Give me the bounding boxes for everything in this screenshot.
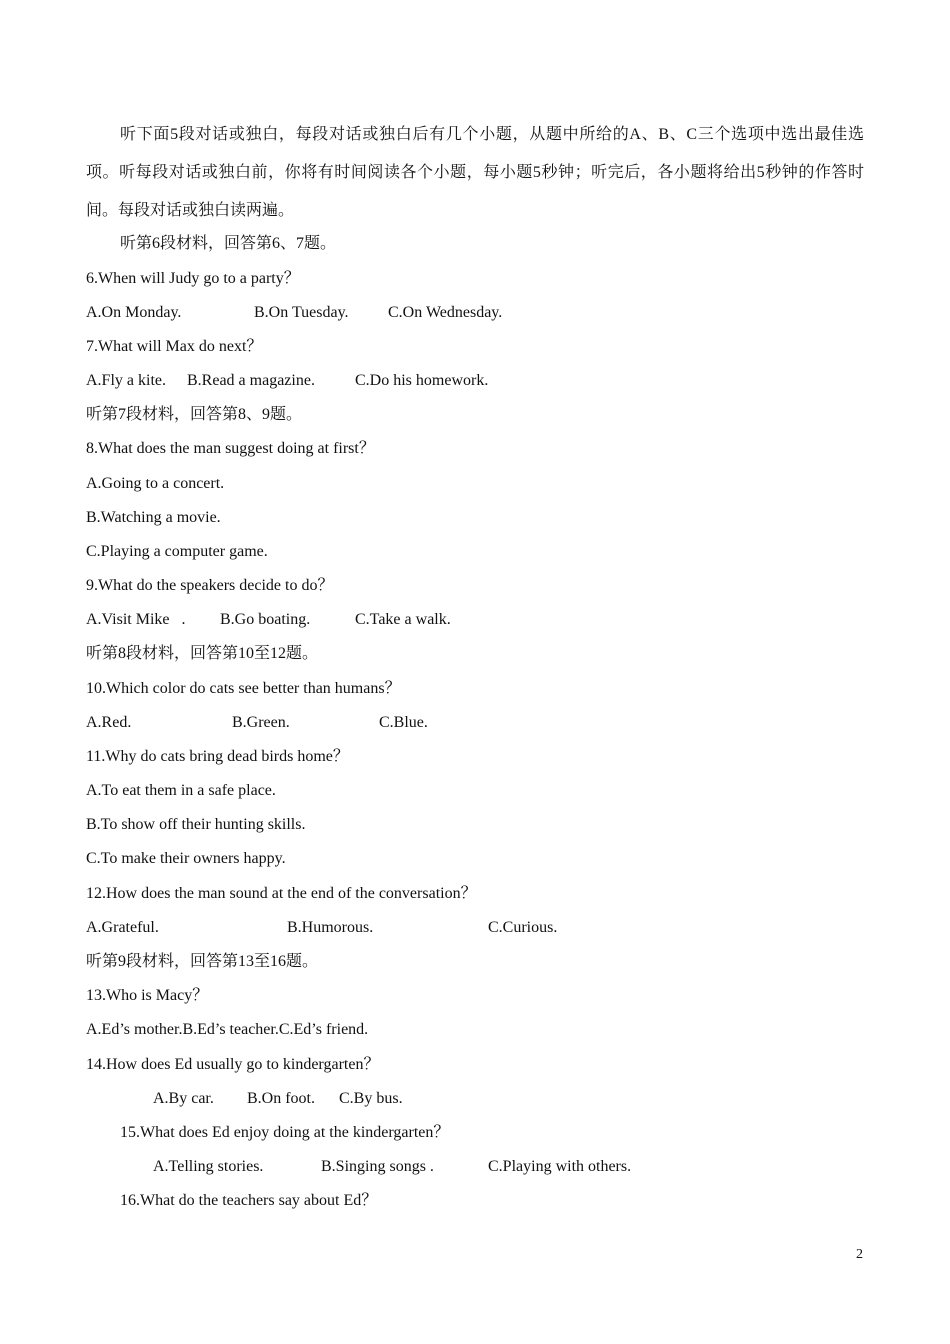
q8-option-c: C.Playing a computer game. [86, 543, 268, 560]
q11-option-b: B.To show off their hunting skills. [86, 816, 306, 833]
question-10: 10.Which color do cats see better than humans？ [86, 680, 401, 697]
q14-option-c: C.By bus. [339, 1090, 403, 1107]
section-6-heading: 听第6段材料，回答第6、7题。 [120, 235, 337, 252]
q14-option-a: A.By car. [153, 1090, 214, 1107]
q15-option-b: B.Singing songs . [321, 1158, 434, 1175]
q8-option-a: A.Going to a concert. [86, 475, 225, 492]
question-16: 16.What do the teachers say about Ed？ [120, 1192, 378, 1209]
q6-option-a: A.On Monday. [86, 304, 182, 321]
section-9-heading: 听第9段材料，回答第13至16题。 [86, 953, 319, 970]
q7-option-b: B.Read a magazine. [187, 372, 315, 389]
question-7: 7.What will Max do next？ [86, 338, 263, 355]
q7-option-a: A.Fly a kite. [86, 372, 166, 389]
q9-option-b: B.Go boating. [220, 611, 311, 628]
question-13: 13.Who is Macy？ [86, 987, 209, 1004]
q8-option-b: B.Watching a movie. [86, 509, 221, 526]
q9-option-c: C.Take a walk. [355, 611, 451, 628]
q11-option-c: C.To make their owners happy. [86, 850, 286, 867]
question-12: 12.How does the man sound at the end of the conversation？ [86, 885, 477, 902]
question-11: 11.Why do cats bring dead birds home？ [86, 748, 349, 765]
question-9: 9.What do the speakers decide to do？ [86, 577, 334, 594]
q9-option-a: A.Visit Mike . [86, 611, 186, 628]
q13-options: A.Ed’s mother.B.Ed’s teacher.C.Ed’s friend. [86, 1021, 369, 1038]
q12-option-b: B.Humorous. [287, 919, 374, 936]
q6-option-b: B.On Tuesday. [254, 304, 349, 321]
q12-option-a: A.Grateful. [86, 919, 159, 936]
q10-option-b: B.Green. [232, 714, 290, 731]
question-14: 14.How does Ed usually go to kindergarten？ [86, 1056, 380, 1073]
section-7-heading: 听第7段材料，回答第8、9题。 [86, 406, 303, 423]
q15-option-c: C.Playing with others. [488, 1158, 632, 1175]
question-8: 8.What does the man suggest doing at first？ [86, 440, 375, 457]
q15-option-a: A.Telling stories. [153, 1158, 264, 1175]
listening-instructions: 听下面5段对话或独白，每段对话或独白后有几个小题，从题中所给的A、B、C三个选项中选出最佳选项。听每段对话或独白前，你将有时间阅读各个小题，每小题5秒钟；听完后，各小题将给出5秒钟的作答时间。每段对话或独白读两遍。 [86, 126, 864, 219]
question-15: 15.What does Ed enjoy doing at the kindergarten？ [120, 1124, 450, 1141]
q6-option-c: C.On Wednesday. [388, 304, 503, 321]
q12-option-c: C.Curious. [488, 919, 558, 936]
q10-option-c: C.Blue. [379, 714, 428, 731]
q10-option-a: A.Red. [86, 714, 132, 731]
section-8-heading: 听第8段材料，回答第10至12题。 [86, 645, 319, 662]
q7-option-c: C.Do his homework. [355, 372, 489, 389]
question-6: 6.When will Judy go to a party？ [86, 270, 300, 287]
page-number: 2 [856, 1247, 863, 1262]
q11-option-a: A.To eat them in a safe place. [86, 782, 276, 799]
q14-option-b: B.On foot. [247, 1090, 315, 1107]
